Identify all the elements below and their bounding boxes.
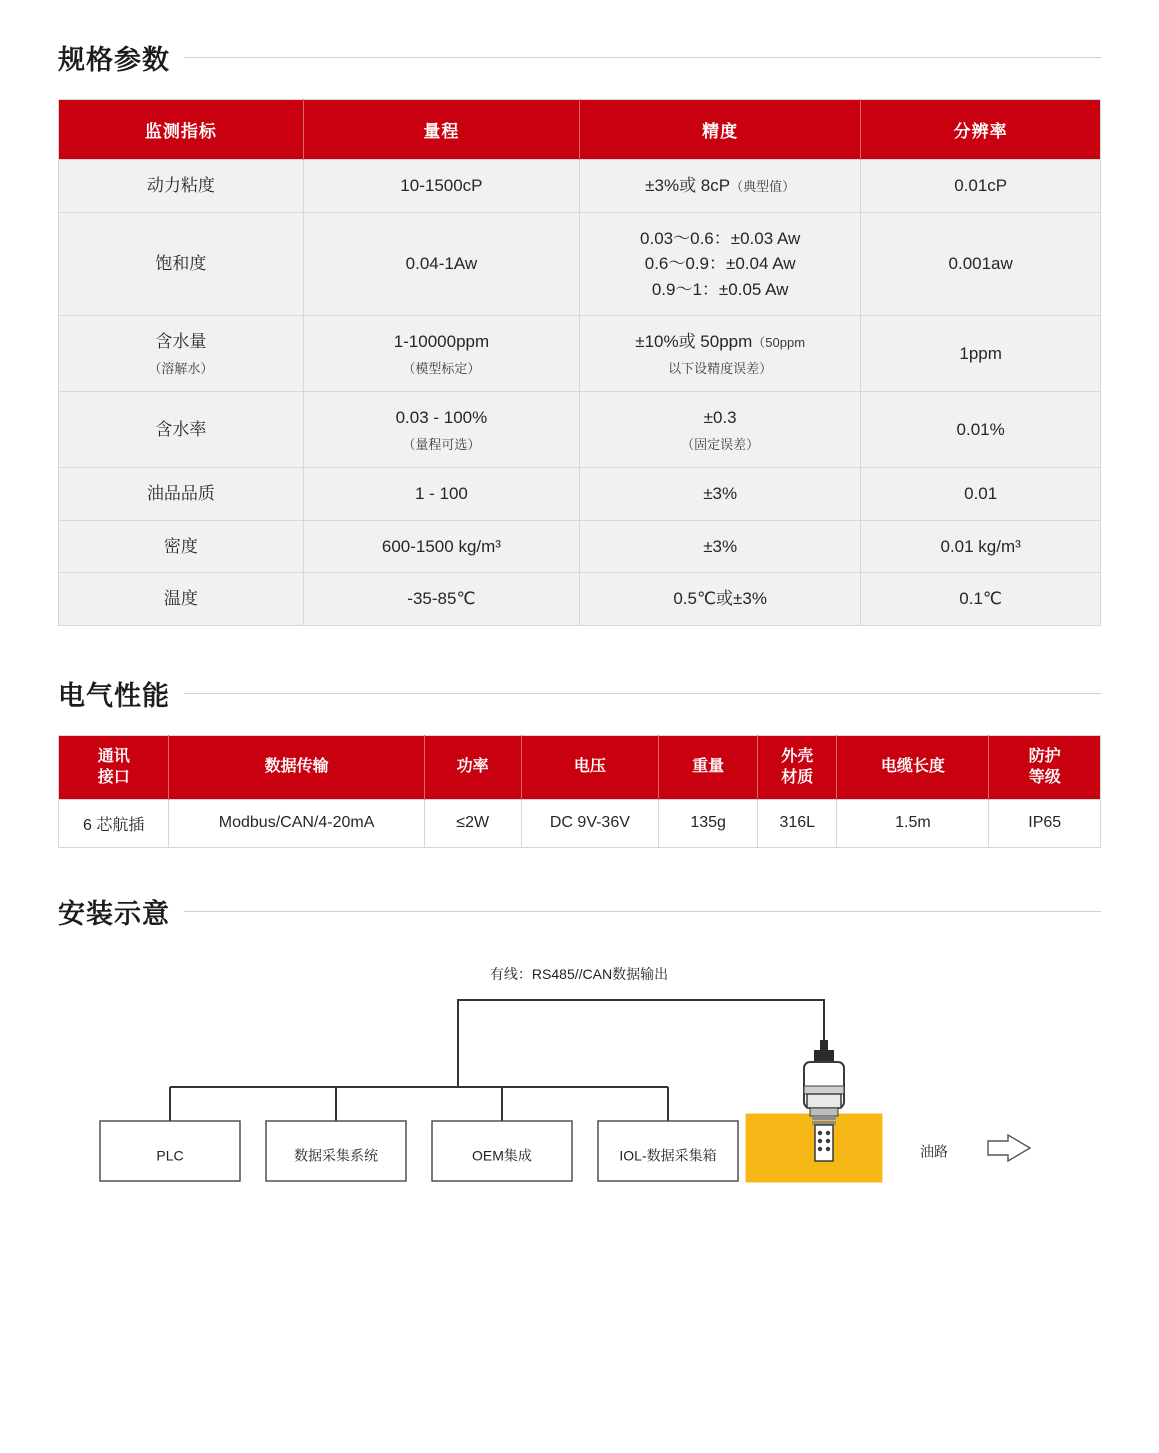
cell-resolution: [861, 392, 1101, 468]
accuracy-note: （固定误差）: [681, 436, 760, 452]
electrical-table: [58, 735, 1101, 848]
accuracy-value: ±0.3: [703, 408, 737, 427]
accuracy-note: （50ppm: [752, 335, 806, 350]
range-value: 10-1500cP: [400, 176, 483, 195]
electrical-header-row: [59, 735, 1101, 799]
elec-value-protection: IP65: [989, 799, 1101, 847]
metric-label: 含水量: [155, 332, 207, 351]
cell-resolution: [861, 520, 1101, 573]
metric-note: （溶解水）: [148, 360, 214, 376]
cell-resolution: [861, 316, 1101, 392]
elec-col-shell-l2: 材质: [781, 769, 814, 787]
accuracy-value: ±3%或 8cP: [645, 176, 731, 195]
cell-accuracy: [579, 392, 860, 468]
metric-label: 含水率: [155, 419, 207, 439]
elec-value-data-transfer: Modbus/CAN/4-20mA: [169, 799, 424, 847]
installation-diagram: [58, 957, 1101, 1207]
cell-metric: [59, 316, 304, 392]
range-note: （模型标定）: [402, 360, 481, 376]
cell-range: [303, 520, 579, 573]
table-row: [59, 316, 1101, 392]
elec-value-weight: 135g: [659, 799, 758, 847]
diagram-box-label-oem: OEM集成: [472, 1147, 532, 1164]
elec-col-cable-length: [837, 735, 989, 799]
section-header-install: [58, 848, 1101, 931]
elec-value-interface: 6 芯航插: [59, 799, 169, 847]
cell-resolution: [861, 160, 1101, 213]
elec-col-weight: [659, 735, 758, 799]
section-rule: [184, 911, 1101, 912]
accuracy-value: ±10%或 50ppm: [635, 332, 753, 351]
range-value: -35-85℃: [407, 589, 476, 608]
spec-col-range: 量程: [303, 100, 579, 160]
section-title-install: 安装示意: [58, 898, 170, 929]
cell-range: [303, 573, 579, 626]
elec-col-protection-l2: 等级: [1028, 769, 1061, 787]
cell-range: [303, 392, 579, 468]
spec-col-resolution: 分辨率: [861, 100, 1101, 160]
cell-range: [303, 160, 579, 213]
metric-label: 温度: [163, 589, 198, 608]
cell-metric: [59, 392, 304, 468]
cell-accuracy: [579, 316, 860, 392]
elec-col-data-transfer-l1: 数据传输: [264, 758, 329, 776]
elec-col-shell-l1: 外壳: [781, 747, 814, 765]
elec-value-shell-material: 316L: [758, 799, 837, 847]
accuracy-line: 0.6～0.9：±0.04 Aw: [644, 254, 796, 273]
accuracy-line: 0.03～0.6：±0.03 Aw: [640, 228, 801, 248]
resolution-value: 0.001aw: [948, 254, 1013, 273]
section-title-electrical: 电气性能: [58, 680, 170, 711]
cell-resolution: [861, 573, 1101, 626]
metric-label: 密度: [163, 536, 198, 556]
range-value: 1-10000ppm: [393, 332, 490, 351]
cell-accuracy: [579, 160, 860, 213]
elec-value-cable-length: 1.5m: [837, 799, 989, 847]
resolution-value: 1ppm: [959, 343, 1002, 363]
table-row: [59, 520, 1101, 573]
table-row: [59, 212, 1101, 316]
accuracy-value: 0.5℃或±3%: [673, 589, 767, 608]
elec-col-voltage-l1: 电压: [573, 758, 606, 776]
elec-col-voltage: [521, 735, 659, 799]
resolution-value: 0.1℃: [959, 589, 1003, 608]
elec-col-interface-l1: 通讯: [97, 747, 130, 765]
spec-col-accuracy: 精度: [579, 100, 860, 160]
section-rule: [184, 693, 1101, 694]
range-value: 0.04-1Aw: [405, 254, 478, 273]
metric-label: 油品品质: [146, 484, 215, 503]
elec-col-cable-l1: 电缆长度: [880, 758, 945, 776]
spec-table: [58, 99, 1101, 626]
section-title-spec: 规格参数: [58, 45, 170, 75]
elec-col-power: [424, 735, 521, 799]
diagram-box-label-iol: IOL-数据采集箱: [619, 1147, 717, 1164]
accuracy-value: ±3%: [703, 536, 738, 556]
accuracy-note: （典型值）: [730, 179, 796, 194]
range-value: 1 - 100: [414, 484, 468, 503]
diagram-wires: [170, 1000, 824, 1121]
elec-value-voltage: DC 9V-36V: [521, 799, 659, 847]
spec-col-metric: 监测指标: [59, 100, 304, 160]
section-header-electrical: [58, 626, 1101, 713]
elec-col-interface: [59, 735, 169, 799]
cell-accuracy: [579, 520, 860, 573]
elec-col-protection-l1: 防护: [1028, 747, 1061, 765]
cell-accuracy: [579, 573, 860, 626]
range-value: 0.03 - 100%: [395, 408, 488, 427]
cell-resolution: [861, 212, 1101, 316]
elec-col-interface-l2: 接口: [97, 769, 130, 787]
cell-accuracy: [579, 212, 860, 316]
elec-value-power: ≤2W: [424, 799, 521, 847]
cell-metric: [59, 468, 304, 521]
resolution-value: 0.01cP: [954, 176, 1008, 195]
range-note: （量程可选）: [402, 436, 481, 452]
diagram-top-label: 有线：RS485//CAN数据输出: [489, 965, 669, 982]
cell-resolution: [861, 468, 1101, 521]
elec-col-weight-l1: 重量: [692, 758, 725, 776]
table-row: [59, 468, 1101, 521]
cell-metric: [59, 160, 304, 213]
diagram-box-label-plc: PLC: [156, 1147, 184, 1164]
diagram-box-label-daq: 数据采集系统: [294, 1147, 378, 1164]
electrical-table-wrap: [58, 735, 1101, 848]
section-rule: [184, 57, 1101, 58]
accuracy-value: ±3%: [703, 484, 738, 503]
cell-range: [303, 316, 579, 392]
metric-label: 饱和度: [155, 254, 207, 273]
oil-route-label: 油路: [920, 1143, 948, 1160]
cell-range: [303, 212, 579, 316]
elec-col-shell-material: [758, 735, 837, 799]
cell-range: [303, 468, 579, 521]
section-header-spec: [58, 0, 1101, 77]
elec-col-power-l1: 功率: [456, 758, 489, 776]
elec-col-protection: [989, 735, 1101, 799]
table-row: [59, 392, 1101, 468]
range-value: 600-1500 kg/m³: [381, 536, 501, 556]
resolution-value: 0.01%: [956, 419, 1005, 439]
accuracy-note-2: 以下设精度误差）: [668, 360, 773, 376]
spec-table-header-row: [59, 100, 1101, 160]
table-row: [59, 799, 1101, 847]
flow-arrow-icon: [988, 1135, 1030, 1161]
cell-accuracy: [579, 468, 860, 521]
table-row: [59, 573, 1101, 626]
resolution-value: 0.01 kg/m³: [940, 536, 1021, 556]
cell-metric: [59, 520, 304, 573]
diagram-boxes: [100, 1121, 738, 1181]
accuracy-line: 0.9～1：±0.05 Aw: [651, 279, 789, 299]
cell-metric: [59, 573, 304, 626]
elec-col-data-transfer: [169, 735, 424, 799]
metric-label: 动力粘度: [146, 176, 215, 195]
table-row: [59, 160, 1101, 213]
cell-metric: [59, 212, 304, 316]
resolution-value: 0.01: [964, 484, 998, 503]
